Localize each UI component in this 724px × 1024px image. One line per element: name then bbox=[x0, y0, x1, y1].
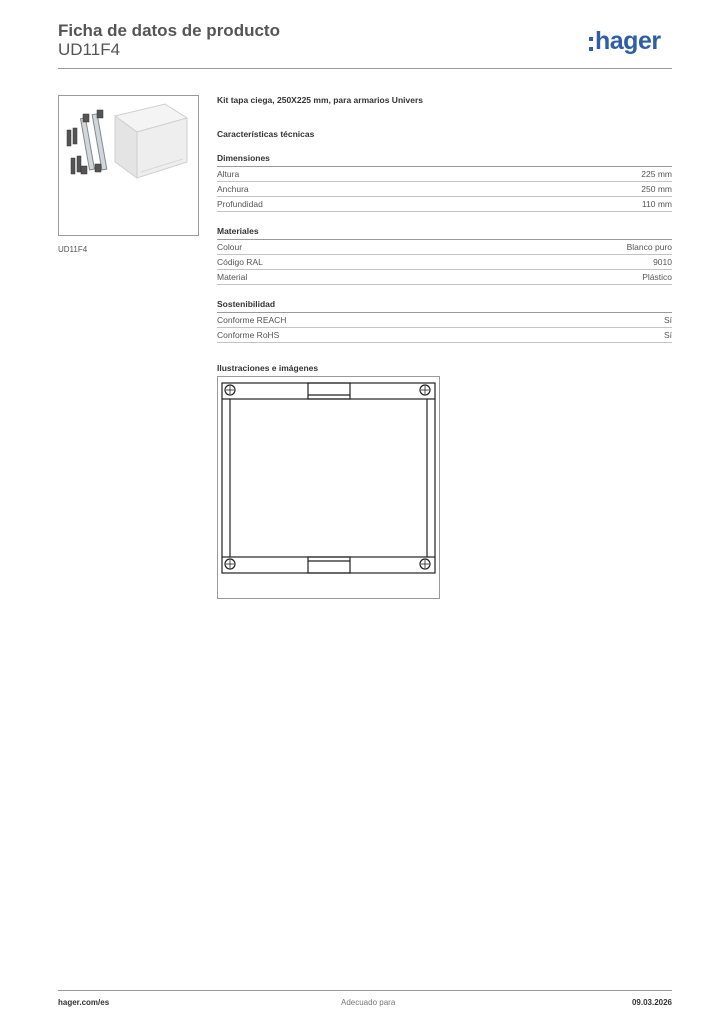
spec-label: Altura bbox=[217, 169, 240, 179]
photo-caption: UD11F4 bbox=[58, 245, 88, 254]
spec-row bbox=[217, 240, 672, 255]
footer-suitability: Adecuado para bbox=[341, 998, 396, 1007]
logo-colon-icon bbox=[589, 37, 593, 51]
product-kit-image bbox=[59, 96, 198, 235]
product-photo bbox=[58, 95, 199, 236]
footer-divider bbox=[58, 990, 672, 991]
spec-row bbox=[217, 313, 672, 328]
spec-value: Sí bbox=[663, 315, 672, 325]
spec-label: Anchura bbox=[217, 184, 249, 194]
spec-value: 225 mm bbox=[641, 169, 672, 179]
product-code: UD11F4 bbox=[58, 40, 121, 59]
hager-logo bbox=[589, 29, 661, 54]
section-title-materials: Materiales bbox=[217, 226, 672, 240]
spec-value: Plástico bbox=[642, 272, 672, 282]
spec-label: Material bbox=[217, 272, 248, 282]
illustrations-heading: Ilustraciones e imágenes bbox=[217, 363, 319, 373]
spec-label: Conforme RoHS bbox=[217, 330, 280, 340]
technical-drawing bbox=[217, 376, 440, 599]
spec-value: 9010 bbox=[653, 257, 672, 267]
product-details bbox=[217, 95, 672, 373]
spec-label: Código RAL bbox=[217, 257, 263, 267]
footer-date: 09.03.2026 bbox=[631, 998, 672, 1007]
spec-value: Sí bbox=[663, 330, 672, 340]
spec-row bbox=[217, 270, 672, 285]
technical-heading: Características técnicas bbox=[217, 129, 315, 139]
spec-row bbox=[217, 167, 672, 182]
product-description: Kit tapa ciega, 250X225 mm, para armarios Univers bbox=[217, 95, 423, 105]
footer-website-link[interactable]: hager.com/es bbox=[58, 998, 110, 1007]
section-title-sustainability: Sostenibilidad bbox=[217, 299, 672, 313]
spec-label: Colour bbox=[217, 242, 243, 252]
cover-outline-drawing bbox=[218, 377, 439, 598]
spec-value: 110 mm bbox=[641, 199, 672, 209]
spec-row bbox=[217, 182, 672, 197]
spec-row bbox=[217, 255, 672, 270]
spec-label: Conforme REACH bbox=[217, 315, 287, 325]
spec-row bbox=[217, 197, 672, 212]
spec-row bbox=[217, 328, 672, 343]
logo-wordmark: hager bbox=[595, 27, 661, 55]
section-title-dimensions: Dimensiones bbox=[217, 153, 672, 167]
page-title: Ficha de datos de producto bbox=[58, 21, 280, 40]
spec-label: Profundidad bbox=[217, 199, 263, 209]
header-divider bbox=[58, 68, 672, 69]
spec-value: Blanco puro bbox=[626, 242, 672, 252]
spec-value: 250 mm bbox=[641, 184, 672, 194]
